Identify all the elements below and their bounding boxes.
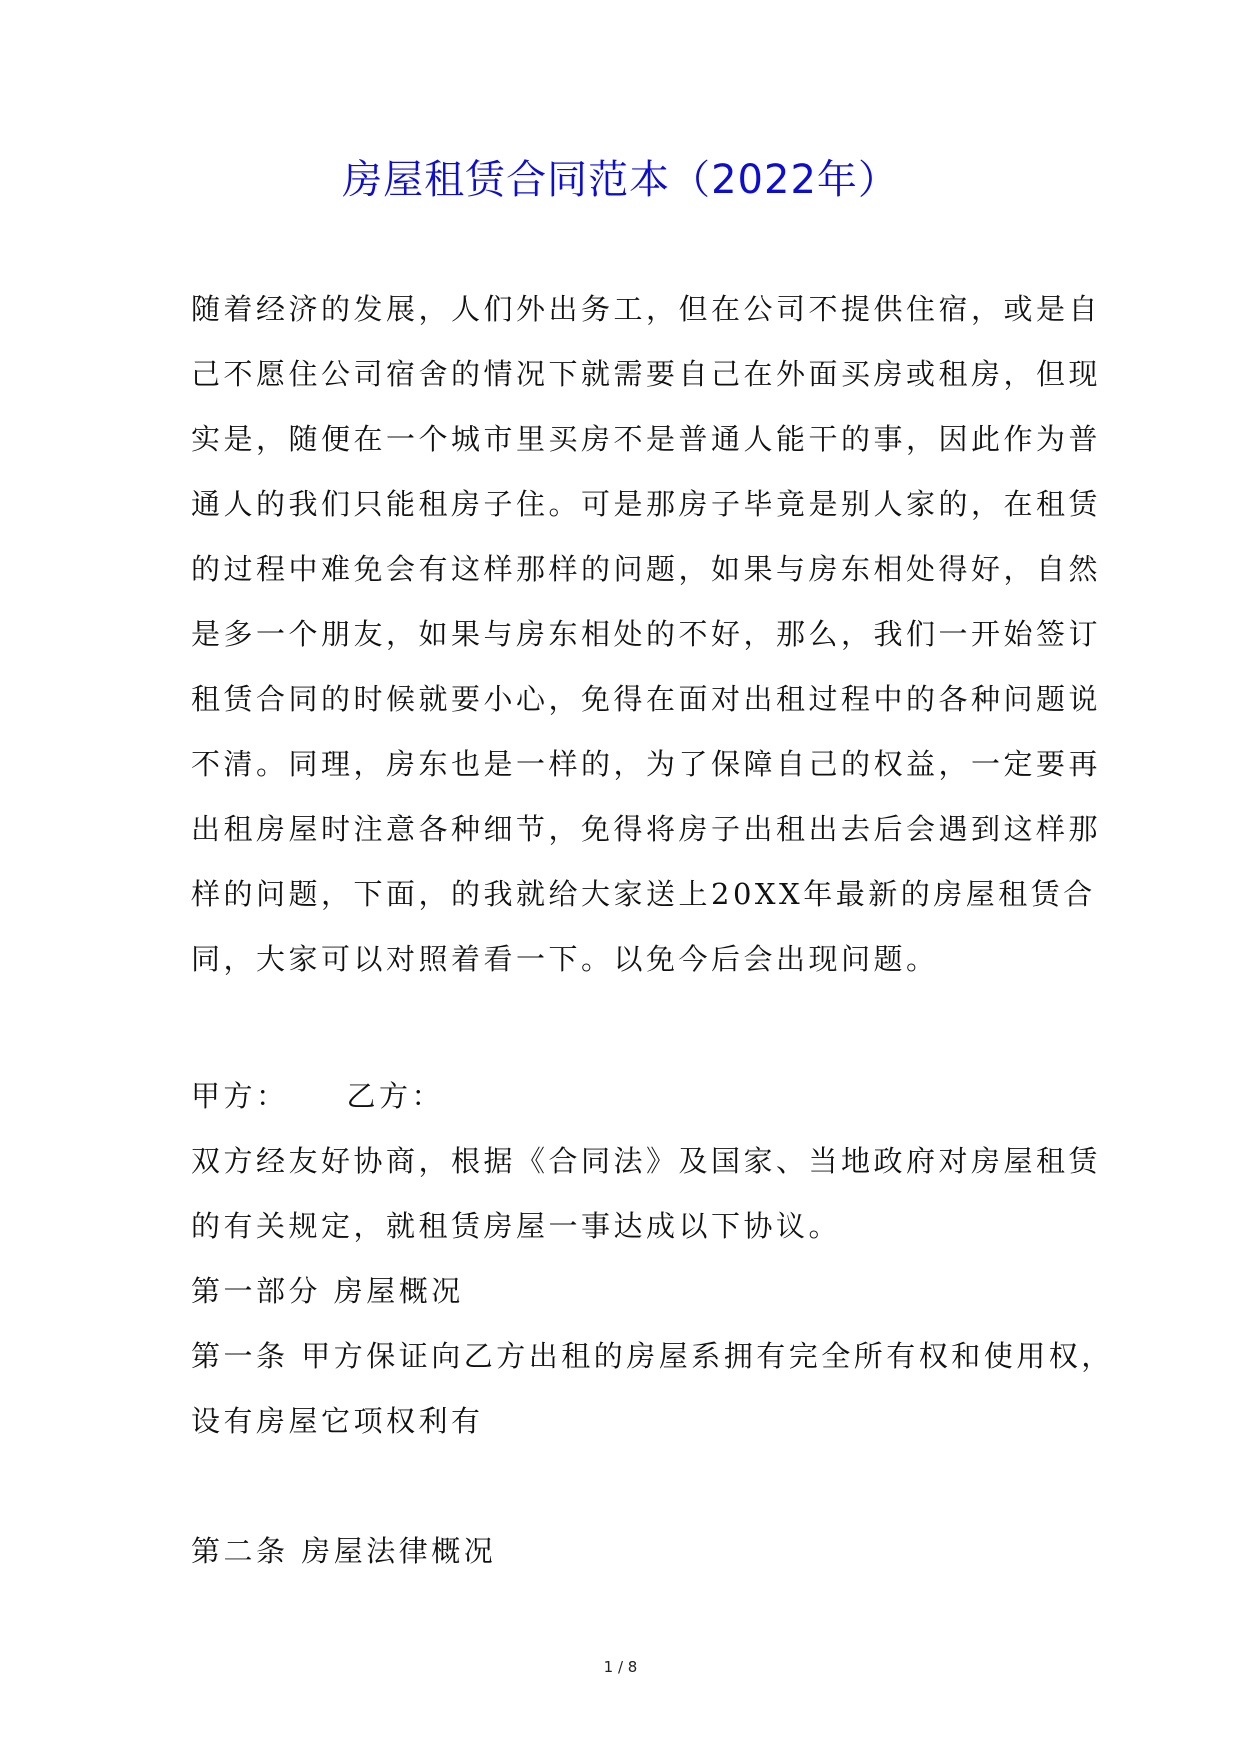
blank-line [191, 1465, 1061, 1530]
agreement-line: 双方经友好协商，根据《合同法》及国家、当地政府对房屋租赁 [191, 1144, 1102, 1178]
agreement-line: 的有关规定，就租赁房屋一事达成以下协议。 [191, 1209, 842, 1243]
intro-line: 随着经济的发展，人们外出务工，但在公司不提供住宿，或是自 [191, 292, 1102, 326]
article-one-line: 第一条 甲方保证向乙方出租的房屋系拥有完全所有权和使用权， [191, 1339, 1114, 1373]
intro-line: 出租房屋时注意各种细节，免得将房子出租出去后会遇到这样那 [191, 812, 1102, 846]
intro-line: 是多一个朋友，如果与房东相处的不好，那么，我们一开始签订 [191, 617, 1102, 651]
intro-paragraph [191, 288, 1102, 1003]
intro-line: 样的问题，下面，的我就给大家送上20XX年最新的房屋租赁合 [191, 877, 1096, 911]
part-one-heading: 第一部分 房屋概况 [191, 1274, 464, 1308]
document-title: 房屋租赁合同范本（2022年） [342, 157, 899, 203]
article-two-heading: 第二条 房屋法律概况 [191, 1534, 497, 1568]
intro-line: 实是，随便在一个城市里买房不是普通人能干的事，因此作为普 [191, 422, 1102, 456]
intro-line: 的过程中难免会有这样那样的问题，如果与房东相处得好，自然 [191, 552, 1102, 586]
intro-line: 租赁合同的时候就要小心，免得在面对出租过程中的各种问题说 [191, 682, 1102, 716]
article-one-line: 设有房屋它项权利有 [191, 1404, 484, 1438]
parties-line [191, 1075, 1061, 1140]
party-a-label: 甲方： [191, 1079, 289, 1113]
party-b-label: 乙方： [346, 1079, 445, 1113]
intro-line: 同，大家可以对照着看一下。以免今后会出现问题。 [191, 942, 939, 976]
intro-line: 不清。同理，房东也是一样的，为了保障自己的权益，一定要再 [191, 747, 1102, 781]
page-number: 1 / 8 [603, 1658, 638, 1676]
contract-body [191, 1075, 1114, 1595]
intro-line: 己不愿住公司宿舍的情况下就需要自己在外面买房或租房，但现 [191, 357, 1102, 391]
intro-line: 通人的我们只能租房子住。可是那房子毕竟是别人家的，在租赁 [191, 487, 1102, 521]
